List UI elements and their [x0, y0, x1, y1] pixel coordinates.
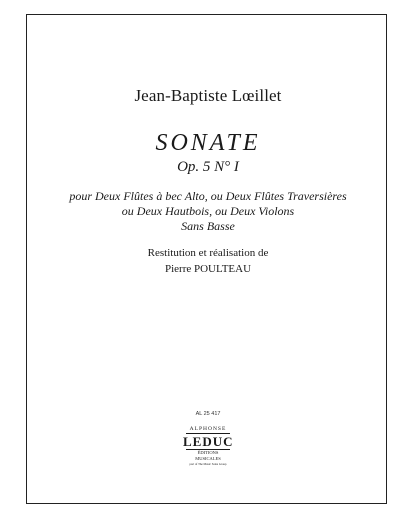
logo-name: LEDUC: [183, 434, 234, 449]
instrumentation-line-3: Sans Basse: [181, 219, 235, 233]
instrumentation-line-1: pour Deux Flûtes à bec Alto, ou Deux Flûtes Traversières: [69, 189, 347, 203]
composer-name: Jean-Baptiste Lœillet: [134, 86, 282, 105]
credit-line-1: Restitution et réalisation de: [147, 247, 269, 259]
catalog-number: AL 25 417: [195, 411, 221, 417]
credit-line-2: Pierre POULTEAU: [164, 263, 252, 275]
logo-top-text: ALPHONSE: [186, 426, 230, 434]
work-title: SONATE: [155, 130, 261, 156]
logo-fine-print: part of The Music Sales Group: [189, 462, 227, 466]
logo-subtitle: ÉDITIONS MUSICALES: [186, 449, 230, 462]
publisher-logo: [183, 426, 233, 466]
opus-number: Op. 5 N° I: [177, 159, 239, 175]
instrumentation-line-2: ou Deux Hautbois, ou Deux Violons: [121, 204, 295, 218]
